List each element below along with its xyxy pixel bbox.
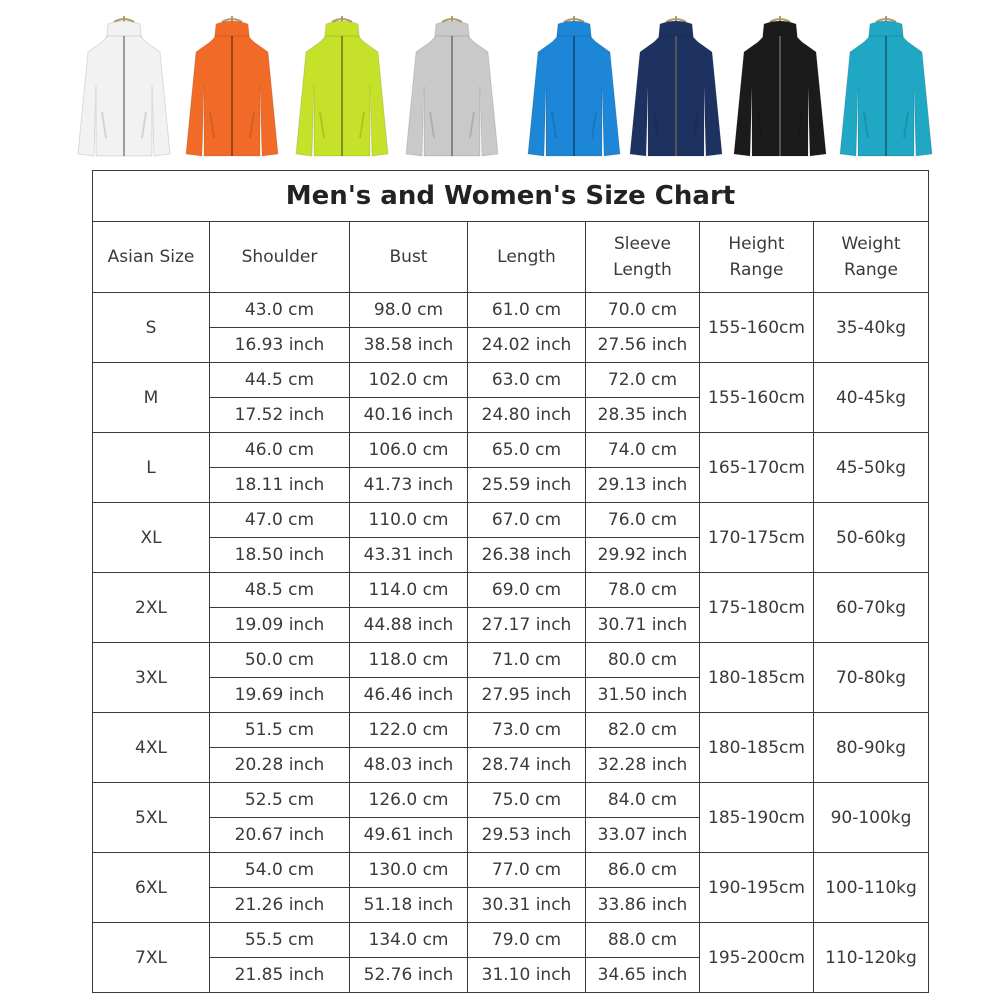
sleeve-cm-cell: 78.0 cm <box>586 573 700 608</box>
sleeve-cm-cell: 86.0 cm <box>586 853 700 888</box>
length-inch-cell: 25.59 inch <box>468 468 586 503</box>
table-row <box>93 923 929 958</box>
weight-range-cell: 35-40kg <box>814 293 929 363</box>
shoulder-cm-cell: 55.5 cm <box>210 923 350 958</box>
header-sleeve-length: Sleeve Length <box>586 222 700 293</box>
length-cm-cell: 61.0 cm <box>468 293 586 328</box>
shoulder-inch-cell: 18.11 inch <box>210 468 350 503</box>
sleeve-cm-cell: 80.0 cm <box>586 643 700 678</box>
header-bust: Bust <box>350 222 468 293</box>
length-inch-cell: 31.10 inch <box>468 958 586 993</box>
height-range-cell: 175-180cm <box>700 573 814 643</box>
shoulder-inch-cell: 18.50 inch <box>210 538 350 573</box>
length-cm-cell: 65.0 cm <box>468 433 586 468</box>
bust-inch-cell: 38.58 inch <box>350 328 468 363</box>
length-inch-cell: 28.74 inch <box>468 748 586 783</box>
bust-inch-cell: 41.73 inch <box>350 468 468 503</box>
shoulder-inch-cell: 19.69 inch <box>210 678 350 713</box>
jacket-image <box>72 16 176 160</box>
jacket-icon <box>728 16 832 160</box>
length-cm-cell: 69.0 cm <box>468 573 586 608</box>
header-height-range: Height Range <box>700 222 814 293</box>
length-cm-cell: 79.0 cm <box>468 923 586 958</box>
sleeve-cm-cell: 88.0 cm <box>586 923 700 958</box>
sleeve-cm-cell: 76.0 cm <box>586 503 700 538</box>
height-range-cell: 185-190cm <box>700 783 814 853</box>
length-cm-cell: 75.0 cm <box>468 783 586 818</box>
sleeve-inch-cell: 33.07 inch <box>586 818 700 853</box>
sleeve-inch-cell: 32.28 inch <box>586 748 700 783</box>
weight-range-cell: 70-80kg <box>814 643 929 713</box>
size-cell: M <box>93 363 210 433</box>
bust-inch-cell: 52.76 inch <box>350 958 468 993</box>
table-row <box>93 293 929 328</box>
sleeve-cm-cell: 72.0 cm <box>586 363 700 398</box>
bust-inch-cell: 43.31 inch <box>350 538 468 573</box>
shoulder-inch-cell: 17.52 inch <box>210 398 350 433</box>
bust-cm-cell: 122.0 cm <box>350 713 468 748</box>
bust-cm-cell: 114.0 cm <box>350 573 468 608</box>
jacket-image <box>180 16 284 160</box>
table-row <box>93 363 929 398</box>
jacket-icon <box>400 16 504 160</box>
weight-range-cell: 40-45kg <box>814 363 929 433</box>
table-row <box>93 503 929 538</box>
chart-title: Men's and Women's Size Chart <box>93 171 929 222</box>
shoulder-inch-cell: 19.09 inch <box>210 608 350 643</box>
sleeve-inch-cell: 31.50 inch <box>586 678 700 713</box>
table-row <box>93 853 929 888</box>
jacket-image <box>728 16 832 160</box>
length-cm-cell: 67.0 cm <box>468 503 586 538</box>
shoulder-cm-cell: 47.0 cm <box>210 503 350 538</box>
sleeve-cm-cell: 74.0 cm <box>586 433 700 468</box>
jacket-icon <box>624 16 728 160</box>
table-row <box>93 643 929 678</box>
bust-inch-cell: 46.46 inch <box>350 678 468 713</box>
shoulder-cm-cell: 44.5 cm <box>210 363 350 398</box>
weight-range-cell: 90-100kg <box>814 783 929 853</box>
bust-cm-cell: 102.0 cm <box>350 363 468 398</box>
bust-cm-cell: 134.0 cm <box>350 923 468 958</box>
length-inch-cell: 26.38 inch <box>468 538 586 573</box>
bust-cm-cell: 126.0 cm <box>350 783 468 818</box>
bust-inch-cell: 51.18 inch <box>350 888 468 923</box>
size-cell: XL <box>93 503 210 573</box>
height-range-cell: 180-185cm <box>700 643 814 713</box>
shoulder-cm-cell: 50.0 cm <box>210 643 350 678</box>
sleeve-inch-cell: 29.92 inch <box>586 538 700 573</box>
shoulder-inch-cell: 21.85 inch <box>210 958 350 993</box>
bust-inch-cell: 40.16 inch <box>350 398 468 433</box>
shoulder-cm-cell: 48.5 cm <box>210 573 350 608</box>
bust-cm-cell: 118.0 cm <box>350 643 468 678</box>
header-weight-range: Weight Range <box>814 222 929 293</box>
header-asian-size: Asian Size <box>93 222 210 293</box>
sleeve-cm-cell: 70.0 cm <box>586 293 700 328</box>
bust-inch-cell: 44.88 inch <box>350 608 468 643</box>
shoulder-cm-cell: 52.5 cm <box>210 783 350 818</box>
jacket-image <box>290 16 394 160</box>
size-cell: 4XL <box>93 713 210 783</box>
weight-range-cell: 100-110kg <box>814 853 929 923</box>
size-cell: S <box>93 293 210 363</box>
height-range-cell: 165-170cm <box>700 433 814 503</box>
bust-inch-cell: 48.03 inch <box>350 748 468 783</box>
shoulder-cm-cell: 43.0 cm <box>210 293 350 328</box>
height-range-cell: 180-185cm <box>700 713 814 783</box>
height-range-cell: 155-160cm <box>700 363 814 433</box>
size-cell: 3XL <box>93 643 210 713</box>
length-cm-cell: 63.0 cm <box>468 363 586 398</box>
height-range-cell: 190-195cm <box>700 853 814 923</box>
sleeve-inch-cell: 29.13 inch <box>586 468 700 503</box>
sleeve-inch-cell: 34.65 inch <box>586 958 700 993</box>
size-cell: 2XL <box>93 573 210 643</box>
bust-cm-cell: 110.0 cm <box>350 503 468 538</box>
jacket-icon <box>180 16 284 160</box>
bust-cm-cell: 106.0 cm <box>350 433 468 468</box>
jacket-image <box>624 16 728 160</box>
length-inch-cell: 27.95 inch <box>468 678 586 713</box>
jacket-icon <box>72 16 176 160</box>
length-inch-cell: 24.02 inch <box>468 328 586 363</box>
size-cell: L <box>93 433 210 503</box>
length-inch-cell: 24.80 inch <box>468 398 586 433</box>
shoulder-inch-cell: 20.28 inch <box>210 748 350 783</box>
length-inch-cell: 30.31 inch <box>468 888 586 923</box>
sleeve-inch-cell: 30.71 inch <box>586 608 700 643</box>
size-chart-table <box>92 170 929 993</box>
jacket-icon <box>522 16 626 160</box>
length-cm-cell: 73.0 cm <box>468 713 586 748</box>
weight-range-cell: 60-70kg <box>814 573 929 643</box>
bust-inch-cell: 49.61 inch <box>350 818 468 853</box>
height-range-cell: 155-160cm <box>700 293 814 363</box>
sleeve-inch-cell: 28.35 inch <box>586 398 700 433</box>
jacket-image <box>834 16 938 160</box>
weight-range-cell: 110-120kg <box>814 923 929 993</box>
bust-cm-cell: 98.0 cm <box>350 293 468 328</box>
sleeve-cm-cell: 82.0 cm <box>586 713 700 748</box>
size-cell: 7XL <box>93 923 210 993</box>
weight-range-cell: 45-50kg <box>814 433 929 503</box>
table-row <box>93 433 929 468</box>
weight-range-cell: 50-60kg <box>814 503 929 573</box>
jacket-image <box>522 16 626 160</box>
jacket-image <box>400 16 504 160</box>
height-range-cell: 195-200cm <box>700 923 814 993</box>
table-row <box>93 573 929 608</box>
length-inch-cell: 29.53 inch <box>468 818 586 853</box>
table-row <box>93 713 929 748</box>
weight-range-cell: 80-90kg <box>814 713 929 783</box>
header-shoulder: Shoulder <box>210 222 350 293</box>
shoulder-inch-cell: 16.93 inch <box>210 328 350 363</box>
jacket-icon <box>290 16 394 160</box>
height-range-cell: 170-175cm <box>700 503 814 573</box>
jacket-icon <box>834 16 938 160</box>
bust-cm-cell: 130.0 cm <box>350 853 468 888</box>
shoulder-cm-cell: 54.0 cm <box>210 853 350 888</box>
header-length: Length <box>468 222 586 293</box>
shoulder-cm-cell: 46.0 cm <box>210 433 350 468</box>
length-cm-cell: 71.0 cm <box>468 643 586 678</box>
shoulder-inch-cell: 21.26 inch <box>210 888 350 923</box>
sleeve-inch-cell: 33.86 inch <box>586 888 700 923</box>
length-cm-cell: 77.0 cm <box>468 853 586 888</box>
size-cell: 5XL <box>93 783 210 853</box>
sleeve-cm-cell: 84.0 cm <box>586 783 700 818</box>
shoulder-cm-cell: 51.5 cm <box>210 713 350 748</box>
length-inch-cell: 27.17 inch <box>468 608 586 643</box>
shoulder-inch-cell: 20.67 inch <box>210 818 350 853</box>
sleeve-inch-cell: 27.56 inch <box>586 328 700 363</box>
table-row <box>93 783 929 818</box>
jacket-color-swatches <box>66 16 938 160</box>
size-cell: 6XL <box>93 853 210 923</box>
